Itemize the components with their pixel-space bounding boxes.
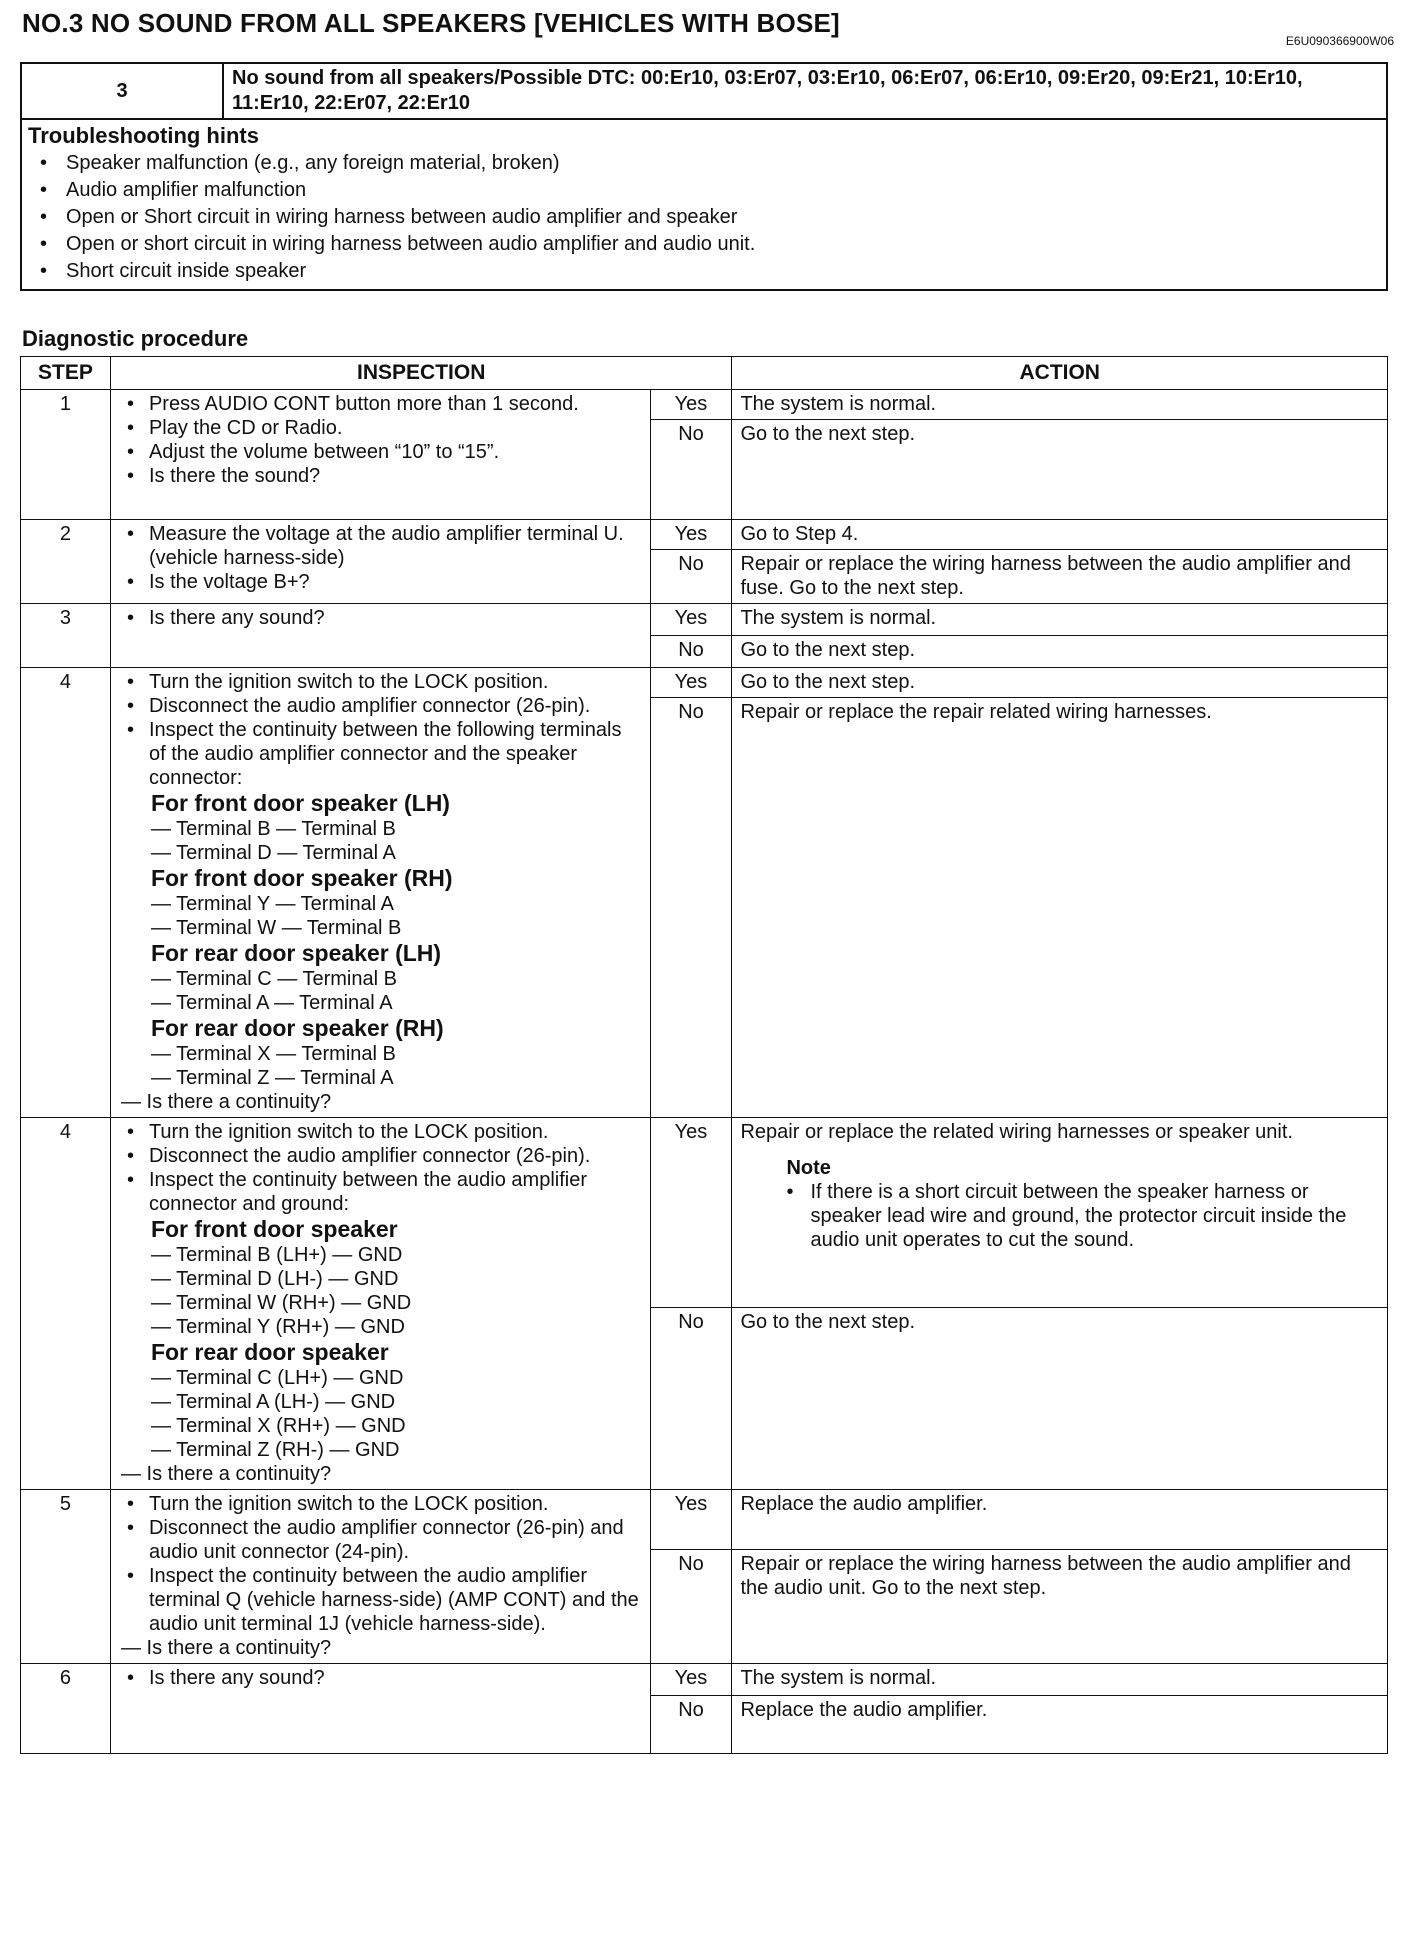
diagnostic-table	[20, 356, 1388, 1754]
table-row	[21, 1490, 1388, 1550]
group-heading: For front door speaker (RH)	[150, 865, 453, 891]
header-action: ACTION	[732, 357, 1388, 390]
inspection-item: • Adjust the volume between “10” to “15”.	[121, 440, 642, 464]
inspection-cell	[110, 1118, 650, 1490]
inspection-cell	[110, 520, 650, 604]
header-step: STEP	[21, 357, 111, 390]
step-number: 2	[21, 520, 111, 604]
continuity-question: — Is there a continuity?	[120, 1463, 332, 1485]
no-action: Go to the next step.	[732, 636, 1388, 668]
terminal-line: — Terminal A — Terminal A	[150, 992, 393, 1014]
inspection-item: • Disconnect the audio amplifier connector (26-pin).	[121, 694, 642, 718]
group-heading: For rear door speaker	[150, 1339, 389, 1365]
no-action: Replace the audio amplifier.	[732, 1696, 1388, 1754]
yes-label: Yes	[650, 520, 732, 550]
hint-item: • Open or Short circuit in wiring harness between audio amplifier and speaker	[28, 204, 1378, 231]
terminal-line: — Terminal B — Terminal B	[150, 818, 396, 840]
terminal-line: — Terminal B (LH+) — GND	[150, 1244, 403, 1266]
terminal-line: — Terminal Z (RH-) — GND	[150, 1439, 400, 1461]
inspection-cell	[110, 604, 650, 668]
yes-label: Yes	[650, 390, 732, 420]
group-heading: For front door speaker (LH)	[150, 790, 450, 816]
inspection-item: • Turn the ignition switch to the LOCK position.	[121, 1492, 642, 1516]
hint-item: • Short circuit inside speaker	[28, 258, 1378, 285]
diagnostic-procedure-title: Diagnostic procedure	[22, 326, 249, 351]
yes-action: Go to Step 4.	[732, 520, 1388, 550]
note-list	[740, 1180, 1379, 1252]
terminal-line: — Terminal X — Terminal B	[150, 1043, 396, 1065]
continuity-question: — Is there a continuity?	[120, 1637, 332, 1659]
terminal-line: — Terminal D — Terminal A	[150, 842, 396, 864]
page-title: NO.3 NO SOUND FROM ALL SPEAKERS [VEHICLES WITH BOSE]	[22, 8, 840, 38]
step-number: 1	[21, 390, 111, 520]
inspection-item: • Turn the ignition switch to the LOCK position.	[121, 670, 642, 694]
inspection-cell	[110, 390, 650, 520]
no-action: Repair or replace the repair related wiring harnesses.	[732, 698, 1388, 1118]
terminal-line: — Terminal W (RH+) — GND	[150, 1292, 412, 1314]
table-row	[21, 668, 1388, 698]
step-number: 4	[21, 668, 111, 1118]
yes-label: Yes	[650, 1664, 732, 1696]
troubleshooting-hints	[22, 120, 1386, 289]
terminal-line: — Terminal C — Terminal B	[150, 968, 397, 990]
inspection-item: • Is there any sound?	[121, 606, 642, 630]
terminal-line: — Terminal C (LH+) — GND	[150, 1367, 404, 1389]
inspection-item: • Is the voltage B+?	[121, 570, 642, 594]
no-label: No	[650, 420, 732, 520]
step-number: 3	[21, 604, 111, 668]
table-row	[21, 604, 1388, 636]
no-action: Repair or replace the wiring harness between the audio amplifier and fuse. Go to the next step.	[732, 550, 1388, 604]
table-row	[21, 1664, 1388, 1696]
no-label: No	[650, 636, 732, 668]
yes-action: The system is normal.	[732, 604, 1388, 636]
group-heading: For rear door speaker (RH)	[150, 1015, 444, 1041]
no-label: No	[650, 1696, 732, 1754]
no-label: No	[650, 698, 732, 1118]
inspection-item: • Is there any sound?	[121, 1666, 642, 1690]
terminal-line: — Terminal W — Terminal B	[150, 917, 402, 939]
table-row	[21, 520, 1388, 550]
header-inspection: INSPECTION	[110, 357, 732, 390]
inspection-cell	[110, 668, 650, 1118]
inspection-item: • Press AUDIO CONT button more than 1 second.	[121, 392, 642, 416]
inspection-item: • Measure the voltage at the audio amplifier terminal U. (vehicle harness-side)	[121, 522, 642, 570]
no-action: Go to the next step.	[732, 420, 1388, 520]
symptom-description: No sound from all speakers/Possible DTC: 00:Er10, 03:Er07, 03:Er10, 06:Er07, 06:Er10, 09:Er20, 09:Er21, 10:Er10, 11:Er10, 22:Er07, 22:Er10	[232, 67, 1303, 114]
yes-action: The system is normal.	[732, 390, 1388, 420]
yes-action: Repair or replace the related wiring harnesses or speaker unit.	[740, 1121, 1293, 1143]
inspection-item: • Inspect the continuity between the audio amplifier terminal Q (vehicle harness-side) (AMP CONT) and the audio unit terminal 1J (vehicle harness-side).	[121, 1564, 642, 1636]
symptom-row	[22, 64, 1386, 120]
note-item: • If there is a short circuit between the speaker harness or speaker lead wire and ground, the protector circuit inside the audio unit operates to cut the sound.	[740, 1180, 1379, 1252]
terminal-line: — Terminal Y — Terminal A	[150, 893, 395, 915]
inspection-cell	[110, 1664, 650, 1754]
terminal-line: — Terminal A (LH-) — GND	[150, 1391, 396, 1413]
hint-item: • Speaker malfunction (e.g., any foreign material, broken)	[28, 150, 1378, 177]
terminal-line: — Terminal X (RH+) — GND	[150, 1415, 406, 1437]
yes-action: Go to the next step.	[732, 668, 1388, 698]
no-action: Repair or replace the wiring harness between the audio amplifier and the audio unit. Go to the next step.	[732, 1550, 1388, 1664]
no-action: Go to the next step.	[732, 1308, 1388, 1490]
yes-label: Yes	[650, 1118, 732, 1308]
yes-action: Replace the audio amplifier.	[732, 1490, 1388, 1550]
note-title: Note	[786, 1157, 831, 1179]
inspection-item: • Disconnect the audio amplifier connector (26-pin) and audio unit connector (24-pin).	[121, 1516, 642, 1564]
yes-action: The system is normal.	[732, 1664, 1388, 1696]
step-number: 6	[21, 1664, 111, 1754]
inspection-item: • Inspect the continuity between the following terminals of the audio amplifier connector and the speaker connector:	[121, 718, 642, 790]
yes-action-cell	[732, 1118, 1388, 1308]
step-number: 4	[21, 1118, 111, 1490]
table-row	[21, 1118, 1388, 1308]
continuity-question: — Is there a continuity?	[120, 1091, 332, 1113]
inspection-item: • Inspect the continuity between the audio amplifier connector and ground:	[121, 1168, 642, 1216]
document-code: E6U090366900W06	[1285, 34, 1394, 48]
no-label: No	[650, 550, 732, 604]
symptom-number: 3	[22, 64, 224, 118]
no-label: No	[650, 1308, 732, 1490]
terminal-line: — Terminal Y (RH+) — GND	[150, 1316, 405, 1338]
hints-title: Troubleshooting hints	[28, 123, 259, 148]
table-row	[21, 390, 1388, 420]
group-heading: For rear door speaker (LH)	[150, 940, 442, 966]
hint-item: • Audio amplifier malfunction	[28, 177, 1378, 204]
terminal-line: — Terminal Z — Terminal A	[150, 1067, 394, 1089]
hint-item: • Open or short circuit in wiring harness between audio amplifier and audio unit.	[28, 231, 1378, 258]
terminal-line: — Terminal D (LH-) — GND	[150, 1268, 399, 1290]
no-label: No	[650, 1550, 732, 1664]
yes-label: Yes	[650, 668, 732, 698]
table-header-row	[21, 357, 1388, 390]
hints-list	[28, 150, 1378, 285]
step-number: 5	[21, 1490, 111, 1664]
inspection-item: • Turn the ignition switch to the LOCK position.	[121, 1120, 642, 1144]
yes-label: Yes	[650, 1490, 732, 1550]
symptom-box	[20, 62, 1388, 291]
yes-label: Yes	[650, 604, 732, 636]
inspection-cell	[110, 1490, 650, 1664]
inspection-item: • Is there the sound?	[121, 464, 642, 488]
inspection-item: • Play the CD or Radio.	[121, 416, 642, 440]
inspection-item: • Disconnect the audio amplifier connector (26-pin).	[121, 1144, 642, 1168]
group-heading: For front door speaker	[150, 1216, 398, 1242]
